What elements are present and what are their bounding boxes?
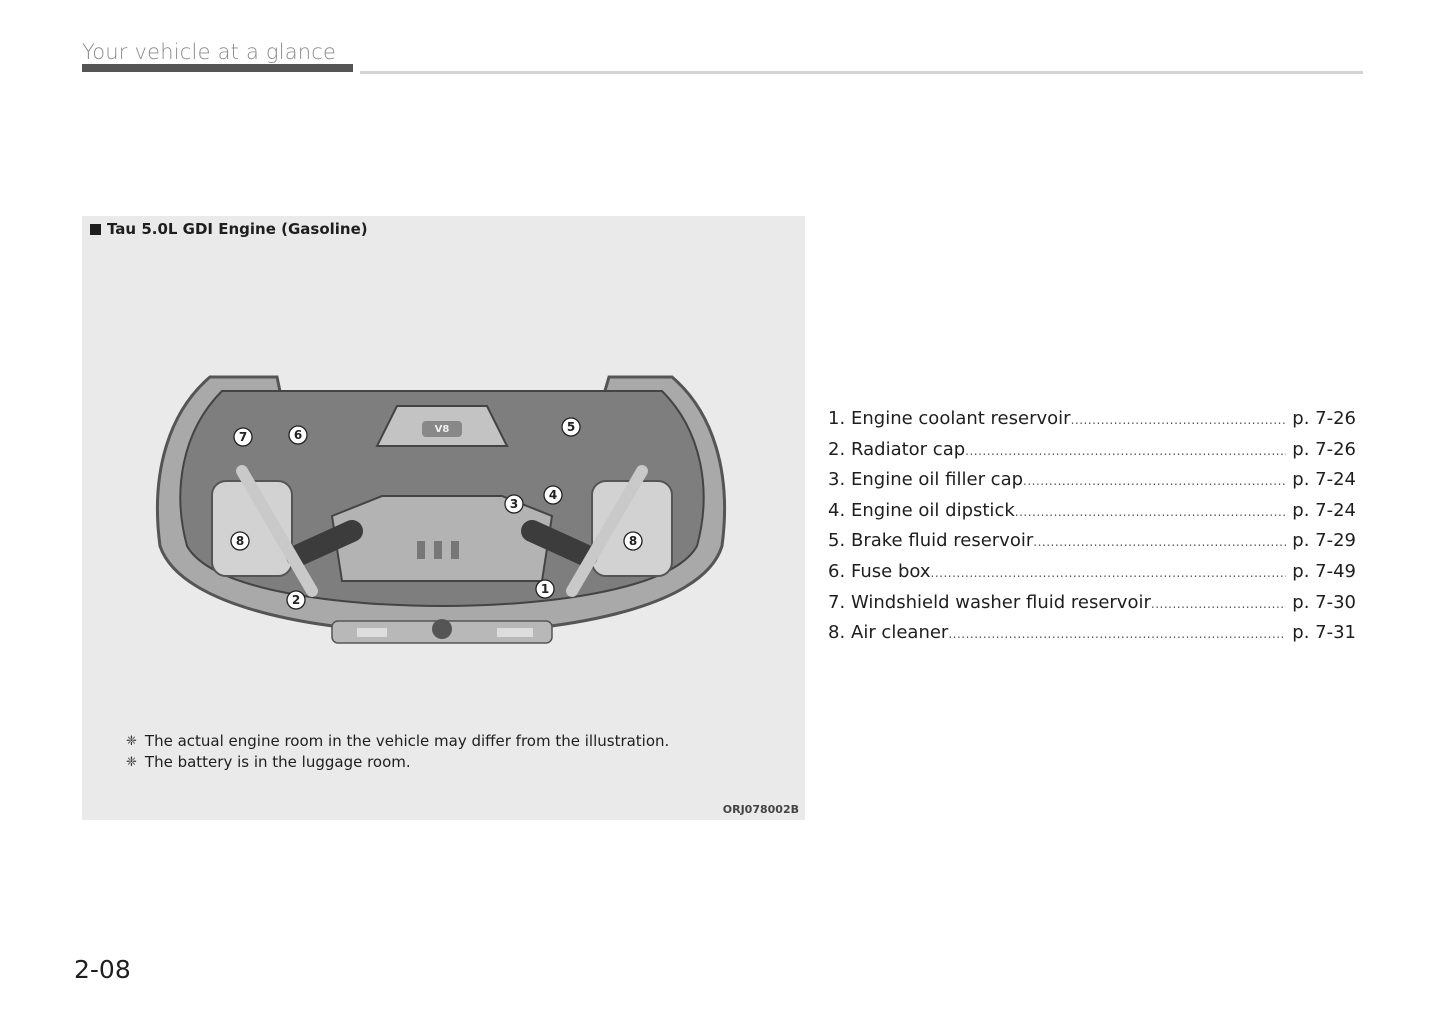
callout-1 — [536, 580, 554, 598]
legend-number: 7. — [828, 591, 846, 613]
square-bullet-icon — [90, 224, 101, 235]
legend-item — [828, 469, 1356, 500]
svg-text:1: 1 — [540, 582, 550, 596]
note-text: The battery is in the luggage room. — [144, 753, 411, 771]
svg-text:4: 4 — [548, 488, 558, 502]
header-bar-dark — [82, 64, 353, 72]
legend-number: 8. — [828, 622, 846, 644]
note-item — [126, 731, 669, 752]
leader-dots — [965, 444, 1286, 458]
leader-dots — [931, 566, 1287, 580]
legend-item — [828, 439, 1356, 470]
legend-page-ref: p. 7-26 — [1292, 438, 1356, 460]
legend-label: Engine oil dipstick — [851, 499, 1015, 521]
note-mark-icon: ❈ — [126, 755, 137, 770]
legend-label: Windshield washer fluid reservoir — [851, 591, 1151, 613]
header-section-title: Your vehicle at a glance — [82, 40, 337, 64]
callout-3 — [505, 495, 523, 513]
legend-page-ref: p. 7-26 — [1292, 408, 1356, 429]
legend-number: 4. — [828, 499, 846, 521]
note-text: The actual engine room in the vehicle may differ from the illustration. — [144, 732, 670, 750]
leader-dots — [1015, 505, 1287, 519]
legend-page-ref: p. 7-24 — [1292, 469, 1356, 491]
callout-7 — [234, 428, 252, 446]
figure-code: ORJ078002B — [722, 803, 799, 816]
legend-page-ref: p. 7-24 — [1292, 499, 1356, 521]
leader-dots — [948, 627, 1286, 641]
callout-2 — [287, 591, 305, 609]
svg-text:7: 7 — [238, 430, 248, 444]
legend-label: Fuse box — [851, 560, 931, 582]
legend-page-ref: p. 7-49 — [1292, 560, 1356, 582]
svg-text:8: 8 — [235, 534, 245, 548]
legend-number: 2. — [828, 438, 846, 460]
callout-5 — [562, 418, 580, 436]
legend-number: 3. — [828, 469, 846, 491]
svg-text:2: 2 — [291, 593, 301, 607]
legend-label: Radiator cap — [851, 438, 966, 460]
legend-label: Air cleaner — [851, 622, 949, 644]
legend-item — [828, 561, 1356, 592]
svg-text:3: 3 — [509, 497, 519, 511]
legend-item — [828, 500, 1356, 531]
engine-room-illustration — [142, 371, 742, 671]
legend-label: Engine oil filler cap — [851, 469, 1024, 491]
figure-title-text: Tau 5.0L GDI Engine (Gasoline) — [107, 220, 368, 238]
callout-6 — [289, 426, 307, 444]
figure-title — [90, 220, 368, 238]
engine-v8-badge: V8 — [434, 424, 450, 435]
legend-item — [828, 408, 1356, 439]
legend-item — [828, 530, 1356, 561]
svg-text:5: 5 — [566, 420, 576, 434]
callout-8-right — [624, 532, 642, 550]
header-bar-light — [360, 71, 1363, 74]
legend-number: 1. — [828, 408, 846, 429]
page-number: 2-08 — [74, 955, 131, 984]
svg-text:8: 8 — [628, 534, 638, 548]
svg-text:6: 6 — [293, 428, 303, 442]
engine-room-figure — [82, 216, 805, 820]
component-legend — [828, 408, 1356, 653]
legend-item — [828, 622, 1356, 653]
callout-8-left — [231, 532, 249, 550]
leader-dots — [1071, 413, 1287, 427]
leader-dots — [1033, 535, 1286, 549]
legend-number: 6. — [828, 560, 846, 582]
note-mark-icon: ❈ — [126, 734, 137, 749]
legend-label: Engine coolant reservoir — [851, 408, 1071, 429]
figure-notes — [126, 731, 669, 773]
legend-number: 5. — [828, 530, 846, 552]
legend-page-ref: p. 7-31 — [1292, 622, 1356, 644]
leader-dots — [1151, 597, 1286, 611]
legend-item — [828, 592, 1356, 623]
legend-label: Brake fluid reservoir — [851, 530, 1034, 552]
leader-dots — [1023, 474, 1286, 488]
legend-page-ref: p. 7-29 — [1292, 530, 1356, 552]
note-item — [126, 752, 669, 773]
callout-4 — [544, 486, 562, 504]
legend-page-ref: p. 7-30 — [1292, 591, 1356, 613]
